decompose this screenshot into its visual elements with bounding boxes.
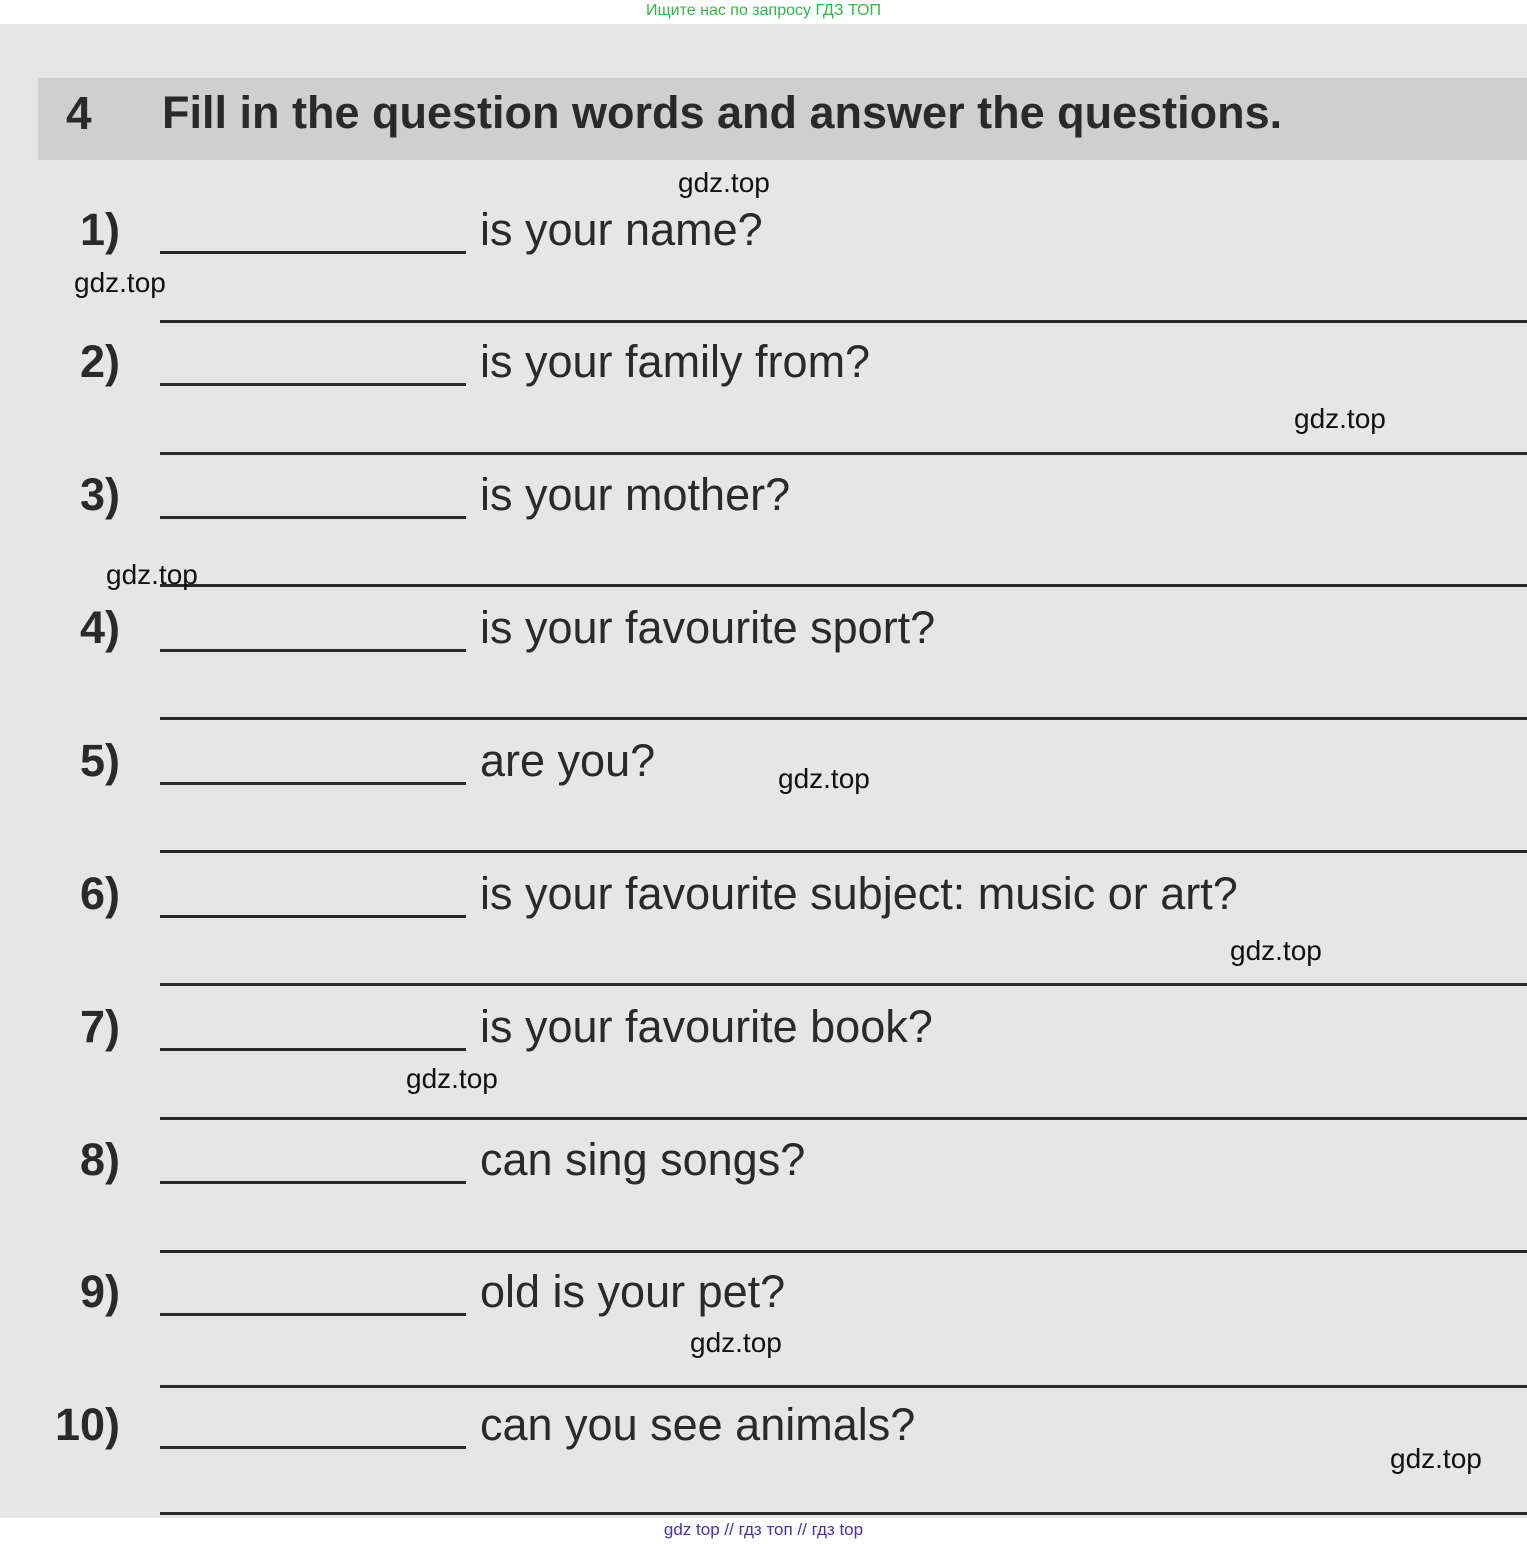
top-banner[interactable]: Ищите нас по запросу ГДЗ ТОП	[0, 0, 1527, 24]
question-number: 5)	[79, 735, 120, 786]
question-number: 8)	[79, 1134, 120, 1185]
watermark-text: gdz.top	[1294, 403, 1386, 434]
answer-line[interactable]	[160, 1250, 1527, 1253]
question-number: 4)	[79, 602, 120, 653]
question-number: 10)	[54, 1399, 120, 1450]
question-blank[interactable]	[160, 383, 466, 386]
question-number: 3)	[79, 469, 120, 520]
exercise-number: 4	[66, 87, 92, 139]
answer-line[interactable]	[160, 452, 1527, 455]
question-text: can you see animals?	[480, 1399, 916, 1450]
question-text: is your name?	[480, 204, 763, 255]
answer-line[interactable]	[160, 1512, 1527, 1515]
watermark-text: gdz.top	[678, 167, 770, 198]
bottom-banner[interactable]: gdz top // гдз топ // гдз top	[0, 1518, 1527, 1544]
question-text: can sing songs?	[480, 1134, 806, 1185]
watermark-text: gdz.top	[1390, 1443, 1482, 1474]
question-blank[interactable]	[160, 1048, 466, 1051]
question-number: 7)	[79, 1001, 120, 1052]
question-text: are you?	[480, 735, 656, 786]
question-blank[interactable]	[160, 1313, 466, 1316]
question-blank[interactable]	[160, 1181, 466, 1184]
question-number: 6)	[79, 868, 120, 919]
exercise-title: Fill in the question words and answer the questions.	[162, 87, 1283, 138]
question-blank[interactable]	[160, 649, 466, 652]
answer-line[interactable]	[160, 320, 1527, 323]
watermark-text: gdz.top	[778, 763, 870, 794]
question-text: is your favourite sport?	[480, 602, 936, 653]
watermark-text: gdz.top	[106, 559, 198, 590]
question-number: 2)	[79, 336, 120, 387]
question-text: is your favourite subject: music or art?	[480, 868, 1238, 919]
answer-line[interactable]	[160, 584, 1527, 587]
question-blank[interactable]	[160, 915, 466, 918]
watermark-text: gdz.top	[690, 1327, 782, 1358]
watermark-text: gdz.top	[74, 267, 166, 298]
question-text: old is your pet?	[480, 1266, 786, 1317]
question-text: is your favourite book?	[480, 1001, 933, 1052]
question-number: 1)	[79, 204, 120, 255]
watermark-text: gdz.top	[406, 1063, 498, 1094]
question-number: 9)	[79, 1266, 120, 1317]
answer-line[interactable]	[160, 850, 1527, 853]
answer-line[interactable]	[160, 717, 1527, 720]
answer-line[interactable]	[160, 1117, 1527, 1120]
question-blank[interactable]	[160, 516, 466, 519]
answer-line[interactable]	[160, 983, 1527, 986]
question-blank[interactable]	[160, 782, 466, 785]
question-blank[interactable]	[160, 1446, 466, 1449]
answer-line[interactable]	[160, 1385, 1527, 1388]
question-text: is your mother?	[480, 469, 791, 520]
question-text: is your family from?	[480, 336, 871, 387]
question-blank[interactable]	[160, 251, 466, 254]
watermark-text: gdz.top	[1230, 935, 1322, 966]
